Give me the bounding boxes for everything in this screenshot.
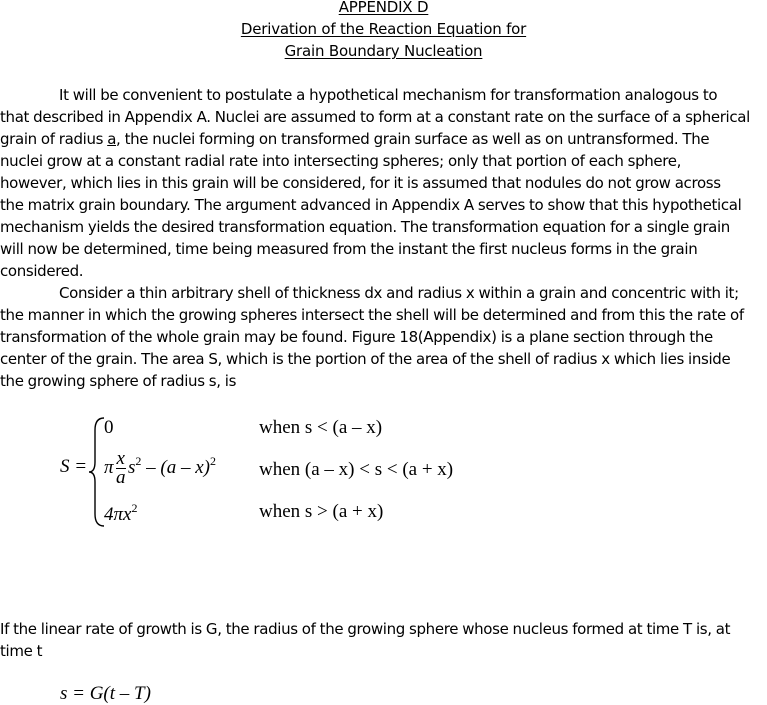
equation-sphere-radius-text: s = G(t – T) <box>60 683 151 704</box>
case-1-value-text: 0 <box>104 417 114 438</box>
case-2-condition-text: when (a – x) < s < (a + x) <box>259 459 454 480</box>
case-2-exponent-1: 2 <box>135 453 142 468</box>
paragraph-1-line: It will be convenient to postulate a hypothetical mechanism for transformation analogous to <box>59 86 718 104</box>
paragraph-2-line: the manner in which the growing spheres intersect the shell will be determined and from this the rate of <box>0 306 744 324</box>
paragraph-1-line: the matrix grain boundary. The argument advanced in Appendix A serves to show that this hypothetical <box>0 196 742 214</box>
title-line-2 <box>0 40 767 62</box>
case-3-condition <box>259 501 383 523</box>
case-2-value <box>104 450 216 487</box>
fraction-numerator: x <box>116 448 125 469</box>
radius-a-underlined: a <box>107 130 117 148</box>
case-1-condition <box>259 417 382 439</box>
case-2-exponent-2: 2 <box>209 453 216 468</box>
case-3-value-text: 4πx <box>104 504 132 525</box>
paragraph-1-line: will now be determined, time being measured from the instant the first nucleus forms in the grain <box>0 240 698 258</box>
paragraph-3-line: time t <box>0 642 43 660</box>
pi-symbol: π <box>104 456 114 478</box>
x-over-a-fraction <box>116 450 126 487</box>
paragraph-1-text: grain of radius <box>0 130 108 148</box>
paragraph-2-line: center of the grain. The area S, which is the portion of the area of the shell of radius x which lies inside <box>0 350 731 368</box>
paragraph-3 <box>0 618 763 662</box>
appendix-heading <box>0 0 767 18</box>
case-1-value <box>104 417 114 439</box>
fraction-denominator: a <box>116 467 126 488</box>
title-line-1 <box>0 18 767 40</box>
title-text-2: Grain Boundary Nucleation <box>284 42 483 60</box>
paragraph-1-line: considered. <box>0 262 84 280</box>
case-3-value <box>104 501 137 526</box>
paragraph-3-line: If the linear rate of growth is G, the radius of the growing sphere whose nucleus formed at time T is, at <box>0 620 731 638</box>
case-3-condition-text: when s > (a + x) <box>259 501 384 522</box>
paragraph-2-line: the growing sphere of radius s, is <box>0 372 237 390</box>
paragraph-1-line: that described in Appendix A. Nuclei are assumed to form at a constant rate on the surface of a spherical <box>0 108 750 126</box>
paragraph-1-line: mechanism yields the desired transformation equation. The transformation equation for a single grain <box>0 218 730 236</box>
appendix-label: APPENDIX D <box>338 0 429 16</box>
paragraph-1 <box>0 84 763 282</box>
equation-lhs-text: S = <box>60 456 88 477</box>
paragraph-1-text: , the nuclei forming on transformed grain surface as well as on untransformed. The <box>116 130 710 148</box>
equation-lhs <box>60 456 87 478</box>
paragraph-2-line: Consider a thin arbitrary shell of thickness dx and radius x within a grain and concentric with it; <box>59 284 739 302</box>
paragraph-1-line: nuclei grow at a constant radial rate into intersecting spheres; only that portion of each sphere, <box>0 152 682 170</box>
title-text-1: Derivation of the Reaction Equation for <box>240 20 527 38</box>
paragraph-2 <box>0 282 763 392</box>
case-2-s: s <box>127 456 136 478</box>
case-1-condition-text: when s < (a – x) <box>259 417 383 438</box>
case-2-condition <box>259 459 453 481</box>
case-2-rest: – (a – x) <box>141 456 210 478</box>
case-3-exponent: 2 <box>131 501 138 515</box>
paragraph-1-line: however, which lies in this grain will be considered, for it is assumed that nodules do not grow across <box>0 174 721 192</box>
paragraph-2-line: transformation of the whole grain may be found. Figure 18(Appendix) is a plane section through the <box>0 328 713 346</box>
equation-sphere-radius <box>60 683 151 705</box>
paragraph-1-line <box>0 128 763 150</box>
